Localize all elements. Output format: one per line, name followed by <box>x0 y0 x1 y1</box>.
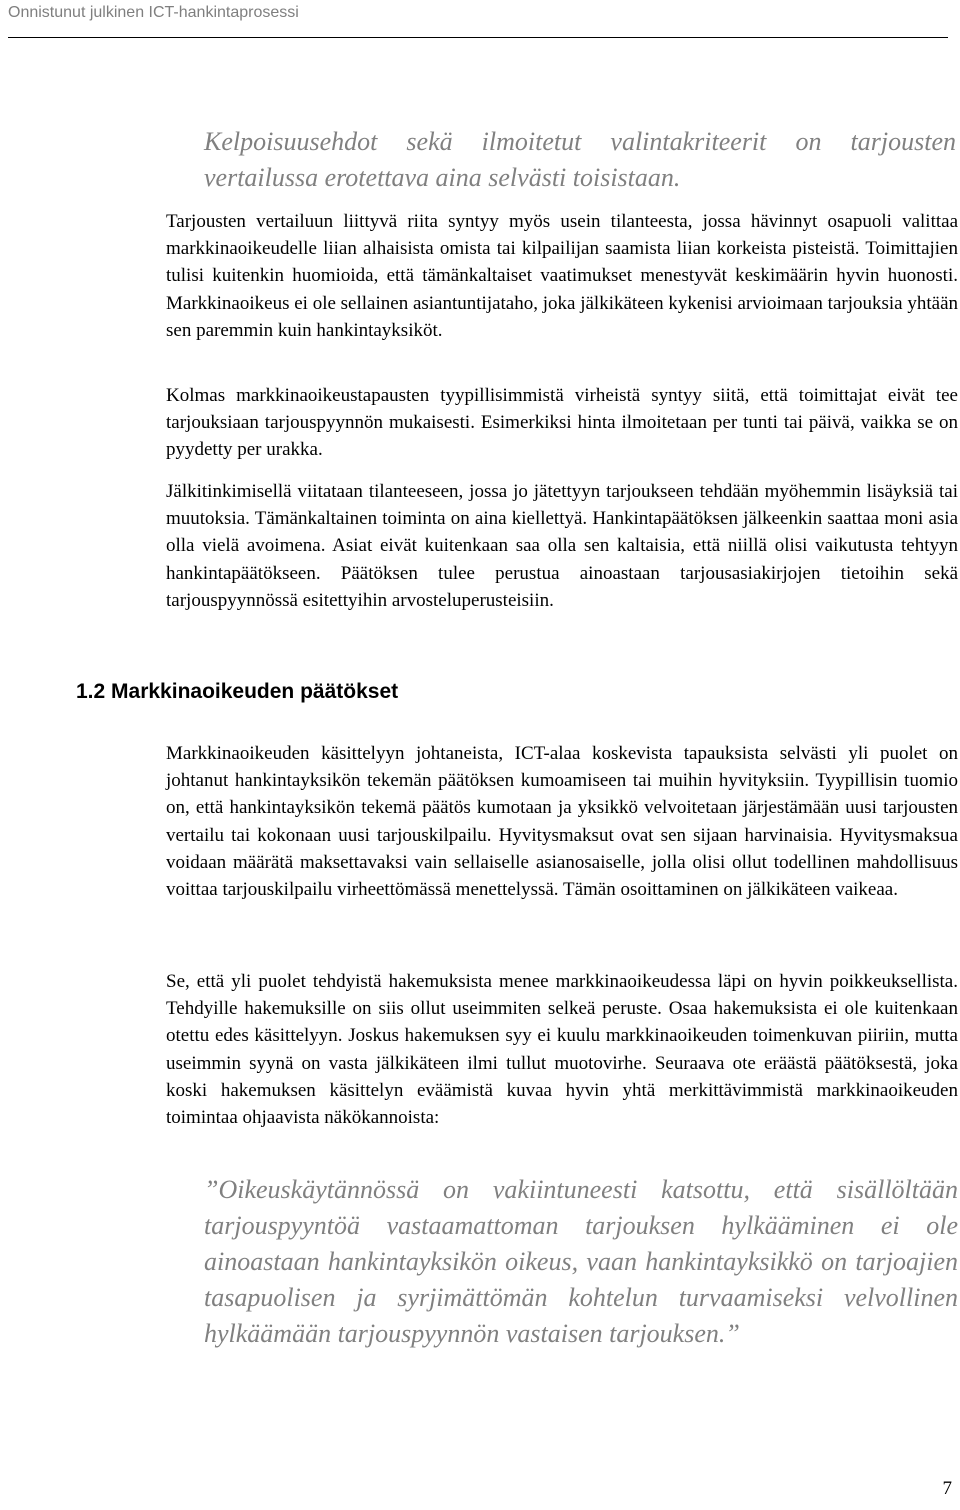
section-heading: 1.2 Markkinaoikeuden päätökset <box>76 680 399 703</box>
paragraph-court-outcomes: Markkinaoikeuden käsittelyyn johtaneista, ICT-alaa koskevista tapauksista selvästi yli puolet on johtanut hankintayksikön tekemän päätöksen kumoamiseen tai muihin hyvityksiin. Tyypillisin tuomio on, että hankintayksikön tekemä päätös kumotaan ja yksikkö velvoitetaan järjestämään uusi tarjousten vertailu tai kokonaan uusi tarjouskilpailu. Hyvitysmaksut ovat sen sijaan harvinaisia. Hyvitysmaksua voidaan määrätä maksettavaksi vain sellaiselle asianosaiselle, jolla olisi ollut todellinen mahdollisuus voittaa tarjouskilpailu virheettömässä menettelyssä. Tämän osoittaminen on jälkikäteen vaikeaa. <box>166 743 958 901</box>
pull-quote-decision-excerpt: ”Oikeuskäytännössä on vakiintuneesti katsottu, että sisällöltään tarjouspyyntöä vastaamattoman tarjouksen hylkääminen ei ole ainoastaan hankintayksikön oikeus, vaan hankintayksikkö on tarjoajien tasapuolisen ja syrjimättömän kohtelun turvaamiseksi velvollinen hylkäämään tarjouspyynnön vastaisen tarjouksen.” <box>204 1175 958 1348</box>
page-number: 7 <box>942 1478 952 1499</box>
paragraph-common-errors: Kolmas markkinaoikeustapausten tyypillisimmistä virheistä syntyy siitä, että toimittajat eivät tee tarjouksiaan tarjouspyynnön mukaisesti. Esimerkiksi hinta ilmoitetaan per tunti tai päivä, vaikka se on pyydetty per urakka. <box>166 385 958 461</box>
paragraph-application-success: Se, että yli puolet tehdyistä hakemuksista menee markkinaoikeudessa läpi on hyvin poikkeuksellista. Tehdyille hakemuksille on siis ollut useimmiten selkeä peruste. Osaa hakemuksista ei ole kuitenkaan otettu edes käsittelyyn. Joskus hakemuksen syy ei kuulu markkinaoikeuden toimenkuvan piiriin, mutta useimmin syynä on vasta jälkikäteen ilmi tullut muotovirhe. Seuraava ote eräästä päätöksestä, joka koski hakemuksen käsittelyn eväämistä kuvaa hyvin yhtä merkittävimmistä markkinaoikeuden toimintaa ohjaavista näkökannoista: <box>166 971 958 1129</box>
pull-quote-criteria: Kelpoisuusehdot sekä ilmoitetut valintakriteerit on tarjousten vertailussa erotettava aina selvästi toisistaan. <box>204 127 956 192</box>
paragraph-comparison-disputes: Tarjousten vertailuun liittyvä riita syntyy myös usein tilanteesta, jossa hävinnyt osapuoli valittaa markkinaoikeudelle liian alhaisista omista tai kilpailijan saamista liian korkeista pisteistä. Toimittajien tulisi kuitenkin huomioida, että tämänkaltaiset vaatimukset menestyvät keskimäärin hyvin huonosti. Markkinaoikeus ei ole sellainen asiantuntijataho, joka jälkikäteen kykenisi arvioimaan tarjouksia yhtään sen paremmin kuin hankintayksiköt. <box>166 211 958 341</box>
running-header: Onnistunut julkinen ICT-hankintaprosessi <box>8 4 299 21</box>
paragraph-post-negotiation: Jälkitinkimisellä viitataan tilanteeseen, jossa jo jätettyyn tarjoukseen tehdään myöhemmin lisäyksiä tai muutoksia. Tämänkaltainen toiminta on aina kiellettyä. Hankintapäätöksen jälkeenkin saattaa moni asia olla vielä avoimena. Asiat eivät kuitenkaan saa olla sen kaltaisia, että niillä olisi vaikutusta tehtyyn hankintapäätökseen. Päätöksen tulee perustua ainoastaan tarjousasiakirjojen tietoihin sekä tarjouspyynnössä esitettyihin arvosteluperusteisiin. <box>166 481 958 611</box>
header-divider <box>8 37 948 38</box>
